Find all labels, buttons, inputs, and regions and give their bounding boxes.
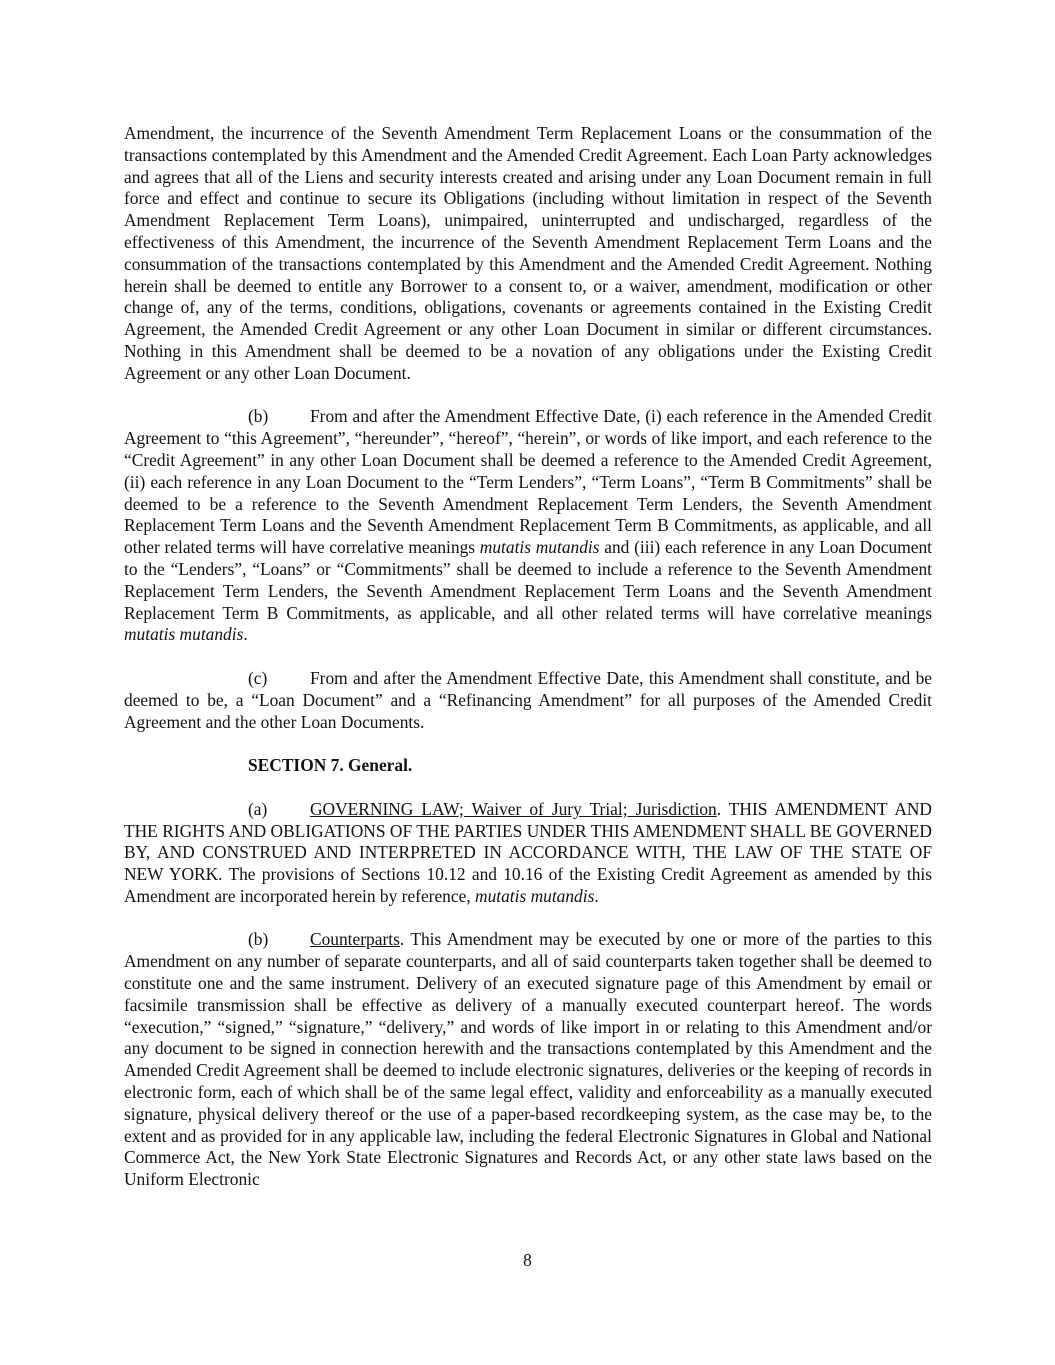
document-page [124,123,932,1191]
clause-label-b2: (b) [248,929,269,950]
paragraph-governing-law: (a) GOVERNING LAW; Waiver of Jury Trial; Jurisdiction. THIS AMENDMENT AND THE RIGHTS AND OBLIGATIONS OF THE PARTIES UNDER THIS AMENDMENT SHALL BE GOVERNED BY, AND CONSTRUED AND INTERPRETED IN ACCORDANCE WITH, THE LAW OF THE STATE OF NEW YORK. The provisions of Sections 10.12 and 10.16 of the Existing Credit Agreement as amended by this Amendment are incorporated herein by reference, mutatis mutandis. [124,798,932,906]
clause-title-governing-law: GOVERNING LAW; Waiver of Jury Trial; Jurisdiction [310,798,717,819]
italic-phrase: mutatis mutandis [479,537,600,558]
paragraph-b: (b) From and after the Amendment Effective Date, (i) each reference in the Amended Credit Agreement to “this Agreement”, “hereunder”, “hereof”, “herein”, or words of like import, and each reference to the “Credit Agreement” in any other Loan Document shall be deemed a reference to the Amended Credit Agreement, (ii) each reference in any Loan Document to the “Term Lenders”, “Term Loans”, “Term B Commitments” shall be deemed to be a reference to the Seventh Amendment Replacement Term Lenders, the Seventh Amendment Replacement Term Loans and the Seventh Amendment Replacement Term B Commitments, as applicable, and all other related terms will have correlative meanings mutatis mutandis and (iii) each reference in any Loan Document to the “Lenders”, “Loans” or “Commitments” shall be deemed to include a reference to the Seventh Amendment Replacement Term Lenders, the Seventh Amendment Replacement Term Loans and the Seventh Amendment Replacement Term B Commitments, as applicable, and all other related terms will have correlative meanings mutatis mutandis. [124,406,932,645]
italic-phrase: mutatis mutandis [475,885,595,906]
paragraph-c: (c) From and after the Amendment Effective Date, this Amendment shall constitute, and be deemed to be, a “Loan Document” and a “Refinancing Amendment” for all purposes of the Amended Credit Agreement and the other Loan Documents. [124,667,932,732]
paragraph-counterparts: (b) Counterparts. This Amendment may be executed by one or more of the parties to this Amendment on any number of separate counterparts, and all of said counterparts taken together shall be deemed to constitute one and the same instrument. Delivery of an executed signature page of this Amendment by email or facsimile transmission shall be effective as delivery of a manually executed counterpart hereof. The words “execution,” “signed,” “signature,” “delivery,” and words of like import in or relating to this Amendment and/or any document to be signed in connection herewith and the transactions contemplated by this Amendment and the Amended Credit Agreement shall be deemed to include electronic signatures, deliveries or the keeping of records in electronic form, each of which shall be of the same legal effect, validity and enforceability as a manually executed signature, physical delivery thereof or the use of a paper-based recordkeeping system, as the case may be, to the extent and as provided for in any applicable law, including the federal Electronic Signatures in Global and National Commerce Act, the New York State Electronic Signatures and Records Act, or any other state laws based on the Uniform Electronic [124,929,932,1190]
clause-label-a: (a) [248,798,268,819]
clause-label-b: (b) [248,406,269,427]
clause-label-c: (c) [248,667,268,688]
paragraph-continuation: Amendment, the incurrence of the Seventh Amendment Term Replacement Loans or the consummation of the transactions contemplated by this Amendment and the Amended Credit Agreement. Each Loan Party acknowledges and agrees that all of the Liens and security interests created and arising under any Loan Document remain in full force and effect and continue to secure its Obligations (including without limitation in respect of the Seventh Amendment Replacement Term Loans), unimpaired, uninterrupted and undischarged, regardless of the effectiveness of this Amendment, the incurrence of the Seventh Amendment Replacement Term Loans and the consummation of the transactions contemplated by this Amendment and the Amended Credit Agreement. Nothing herein shall be deemed to entitle any Borrower to a consent to, or a waiver, amendment, modification or other change of, any of the terms, conditions, obligations, covenants or agreements contained in the Existing Credit Agreement, the Amended Credit Agreement or any other Loan Document in similar or different circumstances. Nothing in this Amendment shall be deemed to be a novation of any obligations under the Existing Credit Agreement or any other Loan Document. [124,123,932,383]
page-number: 8 [523,1250,532,1270]
clause-title-counterparts: Counterparts [310,929,400,950]
section-heading: SECTION 7. General. [248,755,413,776]
italic-phrase: mutatis mutandis [124,624,244,645]
